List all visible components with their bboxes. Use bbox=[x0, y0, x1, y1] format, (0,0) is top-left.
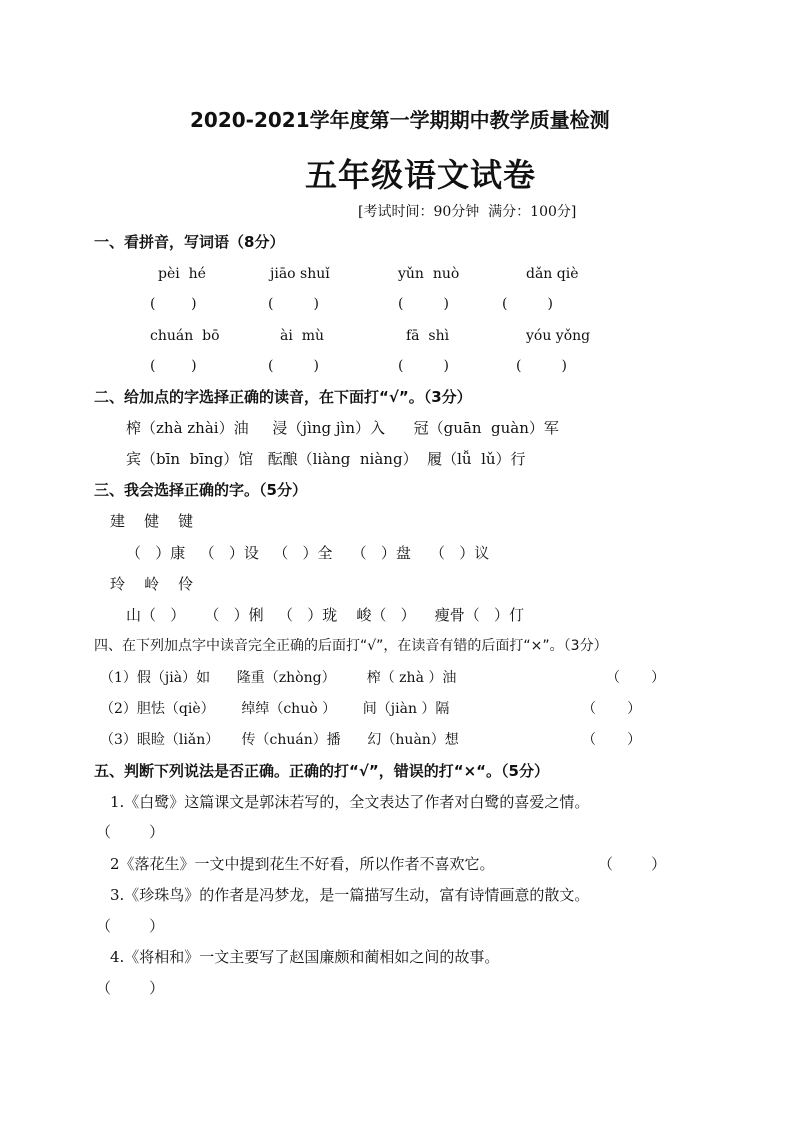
answer-paren[interactable]: （ ） bbox=[96, 979, 165, 997]
answer-paren[interactable]: （ ） bbox=[96, 917, 165, 935]
pinyin-item: dǎn qiè bbox=[526, 266, 579, 282]
exam-info: [考试时间：90分钟 满分：100分] bbox=[358, 204, 577, 220]
section-4-heading: 四、在下列加点字中读音完全正确的后面打“√”，在读音有错的后面打“×”。（3分） bbox=[94, 638, 608, 654]
section-5-heading: 五、判断下列说法是否正确。正确的打“√”，错误的打“×“。（5分） bbox=[94, 762, 549, 780]
answer-blank[interactable]: ( ) bbox=[150, 296, 197, 312]
question-line: 2《落花生》一文中提到花生不好看，所以作者不喜欢它。 bbox=[110, 855, 495, 873]
section-3-heading: 三、我会选择正确的字。（5分） bbox=[94, 481, 307, 499]
answer-blank[interactable]: ( ) bbox=[516, 358, 567, 374]
question-line: 1.《白鹭》这篇课文是郭沫若写的，全文表达了作者对白鹭的喜爱之情。 bbox=[110, 793, 590, 811]
question-line: 山（ ） （ ）俐 （ ）珑 峻（ ） 瘦骨（ ）仃 bbox=[126, 606, 525, 624]
pinyin-item: pèi hé bbox=[158, 266, 206, 282]
answer-paren[interactable]: （ ） bbox=[96, 823, 165, 841]
answer-paren[interactable]: （ ） bbox=[606, 670, 666, 686]
exam-title: 2020-2021学年度第一学期期中教学质量检测 bbox=[190, 108, 610, 132]
answer-blank[interactable]: ( ) bbox=[268, 296, 319, 312]
answer-paren[interactable]: （ ） bbox=[598, 855, 667, 873]
section-1-heading: 一、看拼音，写词语（8分） bbox=[94, 233, 285, 251]
pinyin-item: yǔn nuò bbox=[398, 266, 460, 282]
question-line: 4.《将相和》一文主要写了赵国廉颇和蔺相如之间的故事。 bbox=[110, 948, 500, 966]
answer-blank[interactable]: ( ) bbox=[150, 358, 197, 374]
pinyin-item: fā shì bbox=[406, 328, 450, 344]
character-options: 玲 岭 伶 bbox=[110, 575, 194, 593]
section-2-heading: 二、给加点的字选择正确的读音，在下面打“√”。（3分） bbox=[94, 388, 472, 406]
answer-blank[interactable]: ( ) bbox=[398, 358, 449, 374]
answer-blank[interactable]: ( ) bbox=[268, 358, 319, 374]
exam-subtitle: 五年级语文试卷 bbox=[305, 156, 537, 194]
pinyin-item: jiāo shuǐ bbox=[270, 266, 330, 282]
question-line: （2）胆怯（qiè） 绰绰（chuò ） 间（jiàn ）隔 bbox=[100, 701, 450, 717]
answer-paren[interactable]: （ ） bbox=[582, 701, 642, 717]
question-line: 宾（bīn bīng）馆 酝酿（liàng niàng） 履（lǚ lǔ）行 bbox=[126, 450, 526, 468]
question-line: 3.《珍珠鸟》的作者是冯梦龙，是一篇描写生动，富有诗情画意的散文。 bbox=[110, 886, 590, 904]
question-line: （ ）康 （ ）设 （ ）全 （ ）盘 （ ）议 bbox=[126, 544, 490, 562]
pinyin-item: chuán bō bbox=[150, 328, 220, 344]
answer-paren[interactable]: （ ） bbox=[582, 732, 642, 748]
question-line: 榨（zhà zhài）油 浸（jìng jìn）入 冠（guān guàn）军 bbox=[126, 419, 559, 437]
pinyin-item: yóu yǒng bbox=[526, 328, 591, 344]
question-line: （3）眼睑（liǎn） 传（chuán）播 幻（huàn）想 bbox=[100, 732, 459, 748]
character-options: 建 健 键 bbox=[110, 512, 194, 530]
answer-blank[interactable]: ( ) bbox=[502, 296, 553, 312]
pinyin-item: ài mù bbox=[280, 328, 325, 344]
question-line: （1）假（jià）如 隆重（zhòng） 榨（ zhà ）油 bbox=[100, 670, 457, 686]
answer-blank[interactable]: ( ) bbox=[398, 296, 449, 312]
